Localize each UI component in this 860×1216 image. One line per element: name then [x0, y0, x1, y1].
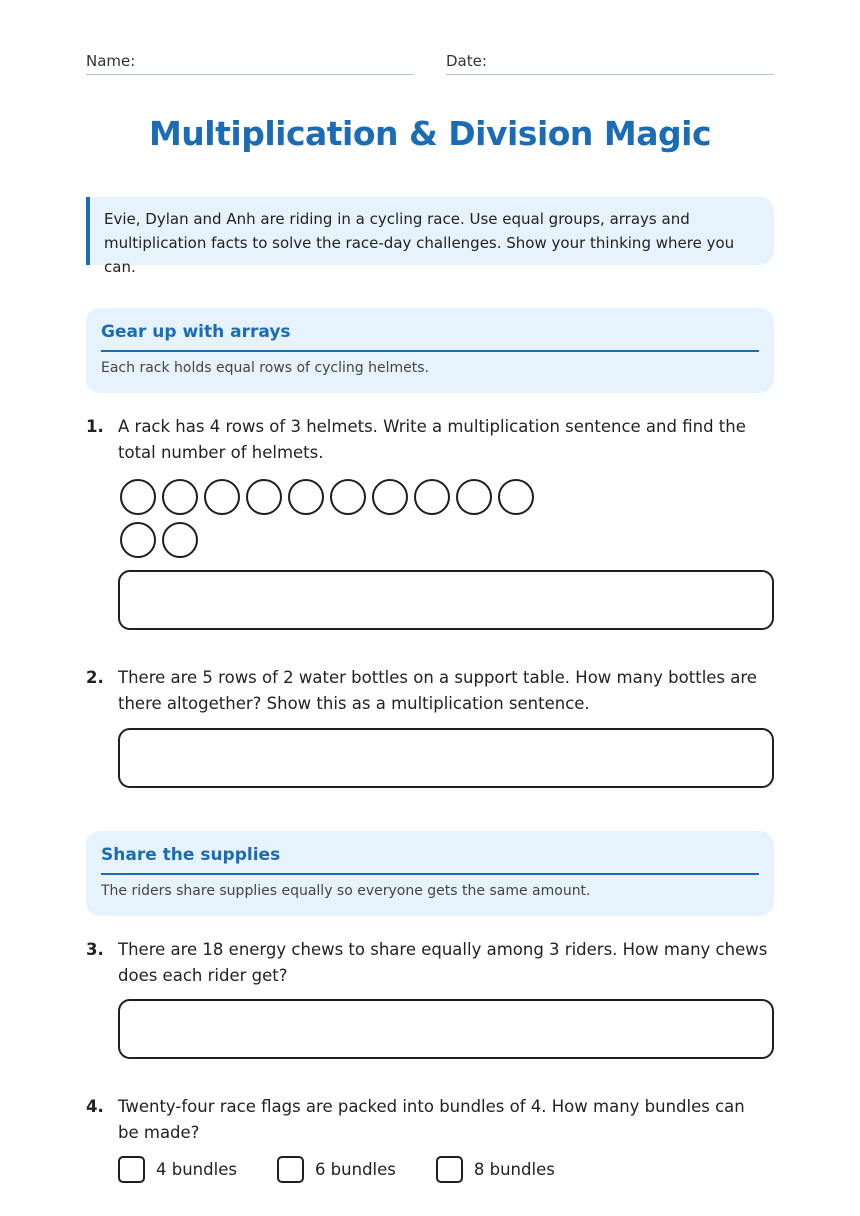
question-3	[86, 937, 774, 989]
section-subtitle: The riders share supplies equally so everyone gets the same amount.	[101, 883, 591, 899]
option-4-bundles[interactable]	[118, 1156, 237, 1183]
question-text: Twenty-four race flags are packed into bundles of 4. How many bundles can be made?	[118, 1097, 745, 1142]
helmet-circle	[330, 479, 366, 515]
helmet-circle	[162, 479, 198, 515]
header-fields	[86, 52, 774, 75]
checkbox[interactable]	[436, 1156, 463, 1183]
checkbox[interactable]	[277, 1156, 304, 1183]
section-subtitle: Each rack holds equal rows of cycling helmets.	[101, 360, 429, 376]
helmet-circle	[288, 479, 324, 515]
page-title: Multiplication & Division Magic	[148, 114, 712, 153]
helmet-circle	[372, 479, 408, 515]
helmet-circles	[120, 479, 550, 565]
question-number: 3.	[86, 940, 104, 959]
answer-box-2[interactable]	[118, 728, 774, 788]
question-text: A rack has 4 rows of 3 helmets. Write a multiplication sentence and find the total number of helmets.	[118, 417, 746, 462]
option-label: 4 bundles	[156, 1160, 237, 1179]
section-supplies	[86, 831, 774, 916]
section-title: Share the supplies	[101, 845, 759, 875]
helmet-circle	[204, 479, 240, 515]
helmet-circle	[414, 479, 450, 515]
section-arrays	[86, 308, 774, 393]
option-8-bundles[interactable]	[436, 1156, 555, 1183]
answer-options	[118, 1156, 595, 1183]
helmet-circle	[120, 479, 156, 515]
answer-box-1[interactable]	[118, 570, 774, 630]
helmet-circle	[120, 522, 156, 558]
question-text: There are 5 rows of 2 water bottles on a support table. How many bottles are there altogether? Show this as a multiplication sentence.	[118, 668, 757, 713]
helmet-circle	[246, 479, 282, 515]
question-4	[86, 1094, 774, 1146]
question-number: 2.	[86, 668, 104, 687]
question-1	[86, 414, 774, 466]
question-text: There are 18 energy chews to share equally among 3 riders. How many chews does each rider get?	[118, 940, 768, 985]
question-2	[86, 665, 774, 717]
option-label: 8 bundles	[473, 1160, 555, 1179]
option-label: 6 bundles	[314, 1160, 396, 1179]
question-number: 1.	[86, 417, 104, 436]
name-label: Name:	[86, 52, 136, 70]
date-field[interactable]	[446, 52, 774, 75]
name-field[interactable]	[86, 52, 414, 75]
answer-box-3[interactable]	[118, 999, 774, 1059]
checkbox[interactable]	[118, 1156, 145, 1183]
option-6-bundles[interactable]	[277, 1156, 396, 1183]
date-label: Date:	[446, 52, 487, 70]
question-number: 4.	[86, 1097, 104, 1116]
helmet-circle	[456, 479, 492, 515]
helmet-circle	[162, 522, 198, 558]
helmet-circle	[498, 479, 534, 515]
section-title: Gear up with arrays	[101, 322, 759, 352]
intro-callout: Evie, Dylan and Anh are riding in a cycling race. Use equal groups, arrays and multiplication facts to solve the race-day challenges. Show your thinking where you can.	[86, 197, 774, 265]
